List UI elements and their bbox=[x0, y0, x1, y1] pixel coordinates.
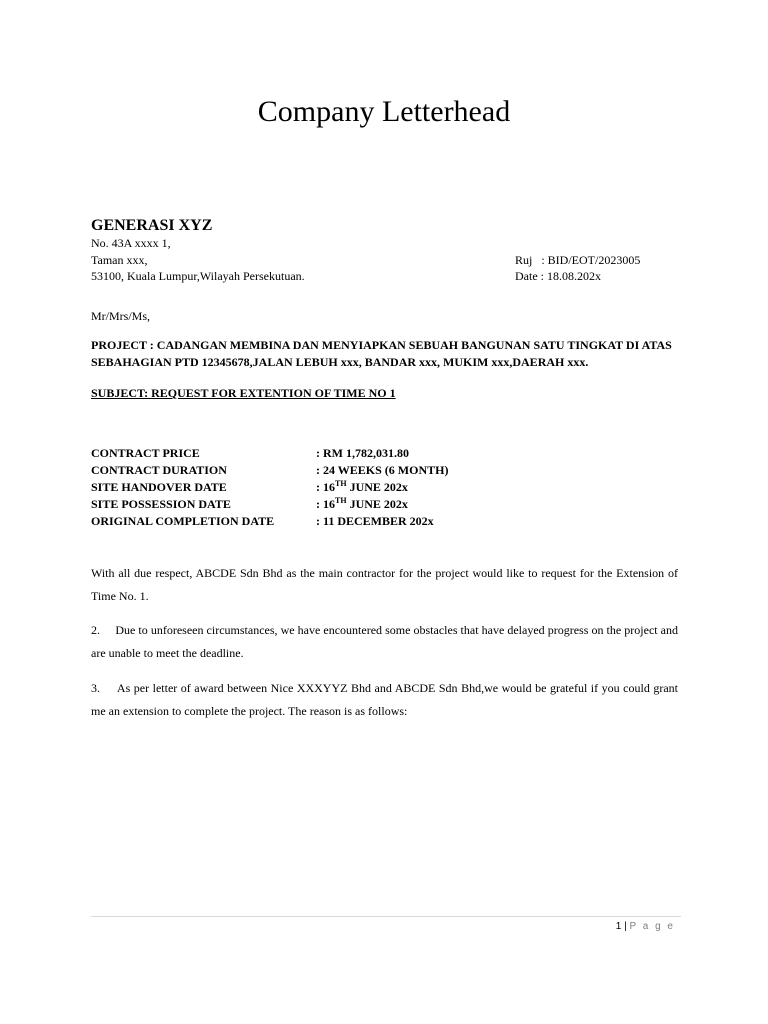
body-paragraph-1: With all due respect, ABCDE Sdn Bhd as the main contractor for the project would like to request for the Extension of Time No. 1. bbox=[91, 566, 678, 603]
salutation: Mr/Mrs/Ms, bbox=[91, 309, 151, 323]
contract-details bbox=[91, 445, 448, 530]
detail-value-prefix: : 16 bbox=[316, 497, 335, 511]
page-number: 1 bbox=[615, 921, 622, 932]
sender-address-line-3: 53100, Kuala Lumpur,Wilayah Persekutuan. bbox=[91, 269, 305, 283]
detail-value-suffix: JUNE 202x bbox=[346, 480, 408, 494]
detail-value-prefix: : 16 bbox=[316, 480, 335, 494]
detail-value-suffix: JUNE 202x bbox=[346, 497, 408, 511]
page-label: P a g e bbox=[629, 921, 675, 932]
detail-label: ORIGINAL COMPLETION DATE bbox=[91, 514, 275, 528]
body-paragraph-2: 2. Due to unforeseen circumstances, we have encountered some obstacles that have delayed progress on the project and are unable to meet the deadline. bbox=[91, 623, 681, 660]
detail-value: : RM 1,782,031.80 bbox=[316, 446, 409, 460]
letterhead-title: Company Letterhead bbox=[257, 95, 511, 128]
ordinal-suffix: TH bbox=[335, 479, 347, 488]
subject-line: SUBJECT: REQUEST FOR EXTENTION OF TIME NO 1 bbox=[91, 386, 396, 400]
footer-divider bbox=[91, 916, 681, 917]
page-footer bbox=[616, 920, 675, 934]
sender-address-line-1: No. 43A xxxx 1, bbox=[91, 236, 171, 250]
detail-label: SITE POSSESSION DATE bbox=[91, 497, 231, 511]
detail-value: : 11 DECEMBER 202x bbox=[316, 514, 434, 528]
reference-number: Ruj : BID/EOT/2023005 bbox=[515, 253, 641, 267]
detail-row-contract-duration bbox=[91, 462, 448, 479]
footer-separator: | bbox=[624, 921, 627, 932]
sender-address-line-2: Taman xxx, bbox=[91, 253, 148, 267]
letter-date: Date : 18.08.202x bbox=[515, 269, 601, 283]
detail-row-site-handover-date bbox=[91, 479, 448, 496]
project-title: PROJECT : CADANGAN MEMBINA DAN MENYIAPKAN SEBUAH BANGUNAN SATU TINGKAT DI ATAS SEBAHAGIAN PTD 12345678,JALAN LEBUH xxx, BANDAR xxx, MUKIM xxx,DAERAH xxx. bbox=[91, 338, 672, 369]
detail-row-contract-price bbox=[91, 445, 448, 462]
detail-row-site-possession-date bbox=[91, 496, 448, 513]
sender-company-name: GENERASI XYZ bbox=[91, 217, 213, 234]
detail-label: CONTRACT DURATION bbox=[91, 463, 227, 477]
ordinal-suffix: TH bbox=[335, 496, 347, 505]
detail-value bbox=[316, 479, 408, 496]
detail-label: SITE HANDOVER DATE bbox=[91, 480, 227, 494]
body-paragraph-3: 3. As per letter of award between Nice XXXYYZ Bhd and ABCDE Sdn Bhd,we would be grateful if you could grant me an extension to complete the project. The reason is as follows: bbox=[91, 681, 681, 718]
detail-value: : 24 WEEKS (6 MONTH) bbox=[316, 463, 449, 477]
detail-row-original-completion-date bbox=[91, 513, 448, 530]
detail-value bbox=[316, 496, 408, 513]
detail-label: CONTRACT PRICE bbox=[91, 446, 200, 460]
